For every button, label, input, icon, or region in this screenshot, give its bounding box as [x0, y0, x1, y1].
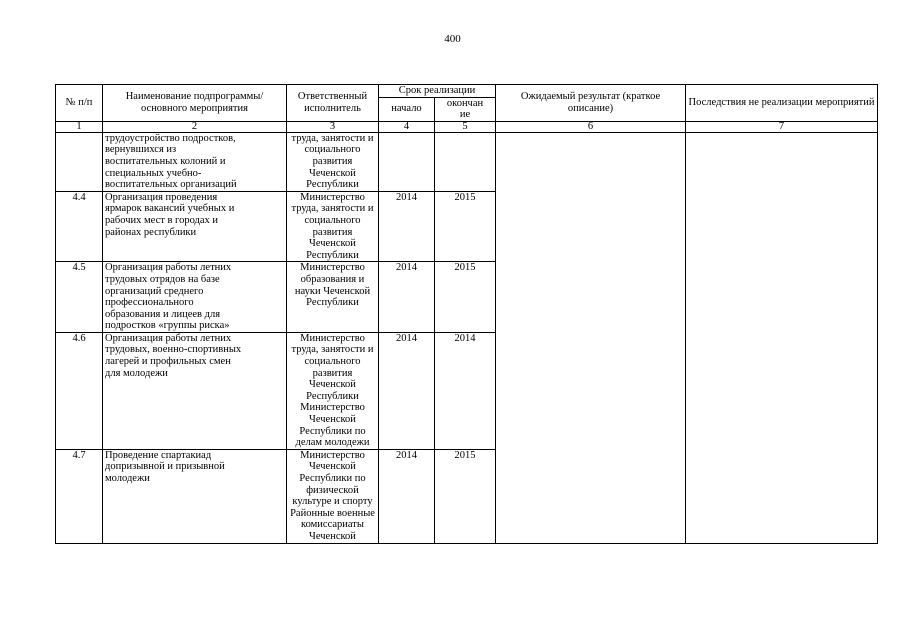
cell-line: Организация работы летних: [105, 332, 232, 344]
cell-line: Республики: [306, 297, 359, 309]
cell-line: допризывной и призывной: [105, 461, 225, 473]
cell-line: Республики по: [299, 473, 366, 484]
cell-line: ярмарок вакансий учебных и: [105, 203, 235, 215]
row-number: 4.6: [56, 332, 103, 449]
cell-line: развития: [312, 226, 353, 238]
cell-line: профессионального: [105, 297, 194, 309]
cell-line: Министерство: [300, 402, 365, 414]
cell-line: Республики по: [299, 425, 366, 437]
cell-line: Чеченской: [309, 461, 356, 473]
column-number: 7: [686, 121, 878, 132]
table-body: [56, 132, 878, 543]
cell-line: труда, занятости и: [291, 203, 374, 215]
cell-line: рабочих мест в городах и: [105, 214, 219, 226]
cell-line: труда, занятости и: [291, 132, 374, 144]
cell-line: подростков «группы риска»: [105, 320, 230, 332]
cell-line: Проведение спартакиад: [105, 449, 212, 461]
cell-line: социального: [304, 214, 361, 226]
cell-line: Чеченской: [309, 379, 356, 391]
end-year: [435, 132, 496, 191]
header-end-line: ие: [459, 109, 471, 121]
cell-line: комиссариаты: [301, 519, 364, 531]
column-number: 4: [379, 121, 435, 132]
cell-line: развития: [312, 367, 353, 379]
cell-line: воспитательных организаций: [105, 179, 237, 191]
responsible-executor: [287, 449, 379, 543]
cell-line: развития: [312, 155, 353, 167]
cell-line: образования и: [300, 273, 365, 285]
cell-line: Министерство: [300, 262, 365, 274]
start-year: 2014: [379, 262, 435, 333]
activity-name: [103, 449, 287, 543]
cell-line: воспитательных колоний и: [105, 155, 226, 167]
consequences-cell: [686, 132, 878, 543]
cell-line: Республики: [306, 249, 359, 261]
expected-result-cell: [496, 132, 686, 543]
cell-line: Чеченской: [309, 530, 356, 542]
cell-line: молодежи: [105, 473, 150, 484]
start-year: [379, 132, 435, 191]
column-number: 2: [103, 121, 287, 132]
activity-name: [103, 332, 287, 449]
cell-line: Организация проведения: [105, 191, 218, 203]
column-number-row: [56, 121, 878, 132]
cell-line: вернувшихся из: [105, 144, 177, 156]
row-number: 4.5: [56, 262, 103, 333]
cell-line: лагерей и профильных смен: [105, 356, 231, 368]
header-result: Ожидаемый результат (краткое описание): [496, 85, 686, 122]
table-row: [56, 132, 878, 191]
header-consequences: Последствия не реализации мероприятий: [686, 85, 878, 122]
cell-line: районах республики: [105, 226, 197, 238]
cell-line: науки Чеченской: [294, 285, 371, 297]
cell-line: трудовых отрядов на базе: [105, 273, 220, 285]
column-number: 1: [56, 121, 103, 132]
cell-line: социального: [304, 144, 361, 156]
end-year: 2015: [435, 191, 496, 262]
cell-line: организаций среднего: [105, 285, 204, 297]
cell-line: Министерство: [300, 449, 365, 461]
start-year: 2014: [379, 449, 435, 543]
cell-line: социального: [304, 356, 361, 368]
cell-line: трудоустройство подростков,: [105, 132, 236, 144]
end-year: 2015: [435, 449, 496, 543]
column-number: 3: [287, 121, 379, 132]
cell-line: физической: [306, 484, 359, 496]
start-year: 2014: [379, 191, 435, 262]
start-year: 2014: [379, 332, 435, 449]
column-number: 6: [496, 121, 686, 132]
cell-line: Республики: [306, 179, 359, 191]
responsible-executor: [287, 332, 379, 449]
activity-name: [103, 262, 287, 333]
header-name: Наименование подпрограммы/ основного мероприятия: [103, 85, 287, 122]
cell-line: Республики: [306, 390, 359, 402]
end-year: 2014: [435, 332, 496, 449]
header-start: начало: [379, 97, 435, 121]
row-number: 4.7: [56, 449, 103, 543]
cell-line: специальных учебно-: [105, 167, 202, 179]
responsible-executor: [287, 191, 379, 262]
cell-line: Районные военные: [290, 507, 375, 519]
responsible-executor: [287, 132, 379, 191]
end-year: 2015: [435, 262, 496, 333]
cell-line: трудовых, военно-спортивных: [105, 344, 242, 356]
cell-line: Чеченской: [309, 238, 356, 250]
header-end: [435, 97, 496, 121]
cell-line: Министерство: [300, 332, 365, 344]
cell-line: труда, занятости и: [291, 344, 374, 356]
header-period: Срок реализации: [379, 85, 496, 98]
cell-line: Чеченской: [309, 167, 356, 179]
row-number: 4.4: [56, 191, 103, 262]
header-num: № п/п: [56, 85, 103, 122]
header-executor: Ответственный исполнитель: [287, 85, 379, 122]
page-number: 400: [444, 33, 461, 45]
activity-name: [103, 191, 287, 262]
column-number: 5: [435, 121, 496, 132]
cell-line: Чеченской: [309, 414, 356, 426]
row-number: [56, 132, 103, 191]
cell-line: Организация работы летних: [105, 262, 232, 274]
cell-line: для молодежи: [105, 367, 168, 379]
cell-line: образования и лицеев для: [105, 308, 221, 320]
cell-line: делам молодежи: [295, 437, 370, 449]
cell-line: культуре и спорту: [292, 496, 373, 508]
cell-line: Министерство: [300, 191, 365, 203]
header-end-line: окончан: [446, 97, 484, 109]
activity-name: [103, 132, 287, 191]
responsible-executor: [287, 262, 379, 333]
activities-table: [55, 84, 878, 544]
